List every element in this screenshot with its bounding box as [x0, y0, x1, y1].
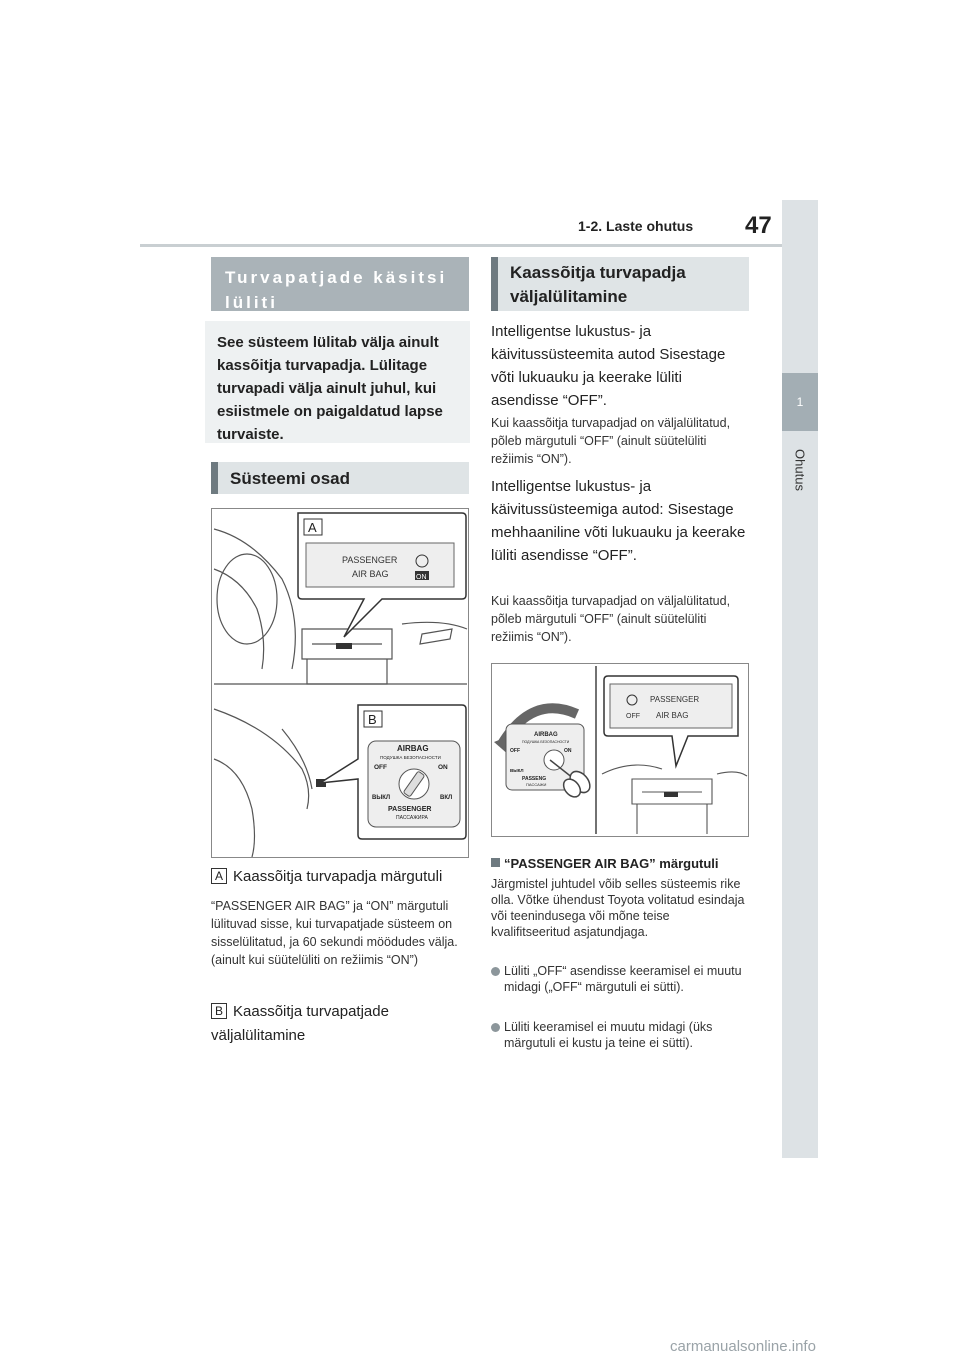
- item-b-title: Kaassõitja turvapatjade väljalülitamine: [211, 1003, 389, 1044]
- switch-airbag: AIRBAG: [397, 744, 429, 753]
- subhead: [491, 856, 749, 871]
- indicator-line2: AIR BAG: [352, 569, 389, 579]
- heading-manual-switch: Turvapatjade käsitsi lüliti: [211, 257, 469, 311]
- switch-on-right: ON: [564, 748, 572, 754]
- small-note-2: Kui kaassõitja turvapadjad on väljalülitatud, põleb märgutuli “OFF” (ainult süütelüliti režiimis “ON”).: [491, 594, 731, 644]
- item-b: [211, 1000, 431, 1048]
- indicator-panel: [306, 543, 454, 587]
- side-tab-label-text: Ohutus: [792, 449, 808, 491]
- bullet-dot-icon: [491, 967, 500, 976]
- system-parts-illustration: [212, 509, 468, 857]
- switch-passenger-ru-right: ПАССАЖИ: [526, 782, 547, 787]
- heading-deactivation: Kaassõitja turvapadja väljalülitamine: [491, 257, 749, 311]
- switch-airbag-right: AIRBAG: [534, 732, 558, 738]
- switch-passenger-right: PASSENG: [522, 776, 547, 782]
- note-box: See süsteem lülitab välja ainult kassõitja turvapadja. Lülitage turvapadi välja ainult juhul, kui esiistmele on paigaldatud lapse turvaiste.: [205, 321, 470, 443]
- switch-passenger-ru: ПАССАЖИРА: [396, 815, 428, 821]
- watermark: carmanualsonline.info: [670, 1338, 816, 1355]
- indicator-line1: PASSENGER: [342, 555, 398, 565]
- indicator-line2-right: AIR BAG: [656, 711, 689, 720]
- label-b: B: [368, 712, 377, 727]
- heading-system-parts: Süsteemi osad: [211, 462, 469, 494]
- indicator-on-text: ON: [416, 574, 427, 581]
- bullet-text: Lüliti keeramisel ei muutu midagi (üks märgutuli ei kustu ja teine ei sütti).: [504, 1020, 713, 1050]
- para-2: Intelligentse lukustus- ja käivitussüsteemiga autod: Sisestage mehhaaniline võti lukuauku ja keerake lüliti asendisse “OFF”.: [491, 478, 746, 564]
- switch-airbag-ru: ПОДУШКА БЕЗОПАСНОСТИ: [380, 755, 441, 760]
- indicator-location-right: [664, 792, 678, 797]
- switch-off-right: OFF: [510, 748, 520, 754]
- indicator-off-right: OFF: [626, 713, 640, 720]
- bullet-text: Lüliti „OFF“ asendisse keeramisel ei muutu midagi („OFF“ märgutuli ei sütti).: [504, 964, 742, 994]
- sub-text: Järgmistel juhtudel võib selles süsteemis rike olla. Võtke ühendust Toyota volitatud esindaja või teenindusega või mõne teise kvalifitseeritud asjatundjaga.: [491, 877, 745, 939]
- side-tab: [782, 200, 818, 1158]
- para-1: Intelligentse lukustus- ja käivitussüsteemita autod Sisestage võti lukuauku ja keerake lüliti asendisse “OFF”.: [491, 323, 726, 409]
- indicator-location: [336, 643, 352, 649]
- deactivation-figure: [491, 663, 749, 837]
- bullet-item: [491, 1019, 749, 1051]
- item-a-letter: A: [211, 868, 227, 884]
- bullet-dot-icon: [491, 1023, 500, 1032]
- bullet-item: [491, 963, 749, 995]
- label-a: A: [308, 520, 317, 535]
- switch-off-ru-right: ВЫКЛ: [510, 768, 524, 773]
- header-rule: [140, 244, 782, 247]
- item-a-title: Kaassõitja turvapadja märgutuli: [233, 868, 443, 885]
- switch-on: ON: [438, 764, 448, 771]
- small-note-1: Kui kaassõitja turvapadjad on väljalülitatud, põleb märgutuli “OFF” (ainult süütelüliti režiimis “ON”).: [491, 416, 731, 466]
- side-tab-number: 1: [782, 373, 818, 431]
- switch-on-ru: ВКЛ: [440, 795, 453, 801]
- square-bullet-icon: [491, 858, 500, 867]
- system-parts-figure: [211, 508, 469, 858]
- switch-off: OFF: [374, 764, 387, 771]
- key-slot-right: [544, 750, 564, 770]
- switch-passenger: PASSENGER: [388, 806, 432, 813]
- page-number: 47: [745, 212, 772, 239]
- switch-off-ru: ВЫКЛ: [372, 795, 391, 801]
- switch-airbag-ru-right: ПОДУШКА БЕЗОПАСНОСТИ: [522, 740, 570, 744]
- item-a: [211, 866, 471, 888]
- subhead-text: “PASSENGER AIR BAG” märgutuli: [504, 856, 719, 871]
- item-a-text: “PASSENGER AIR BAG” ja “ON” märgutuli lülituvad sisse, kui turvapatjade süsteem on sisselülitatud, ja 60 sekundi möödudes välja. (ainult kui süütelüliti on režiimis “ON”): [211, 899, 458, 967]
- indicator-panel-right: [610, 684, 732, 728]
- dashboard-sketch: [602, 765, 747, 834]
- indicator-line1-right: PASSENGER: [650, 695, 700, 704]
- deactivation-illustration: [492, 664, 748, 836]
- item-b-letter: B: [211, 1003, 227, 1019]
- side-tab-label: [782, 440, 818, 500]
- section-title: 1-2. Laste ohutus: [578, 218, 694, 234]
